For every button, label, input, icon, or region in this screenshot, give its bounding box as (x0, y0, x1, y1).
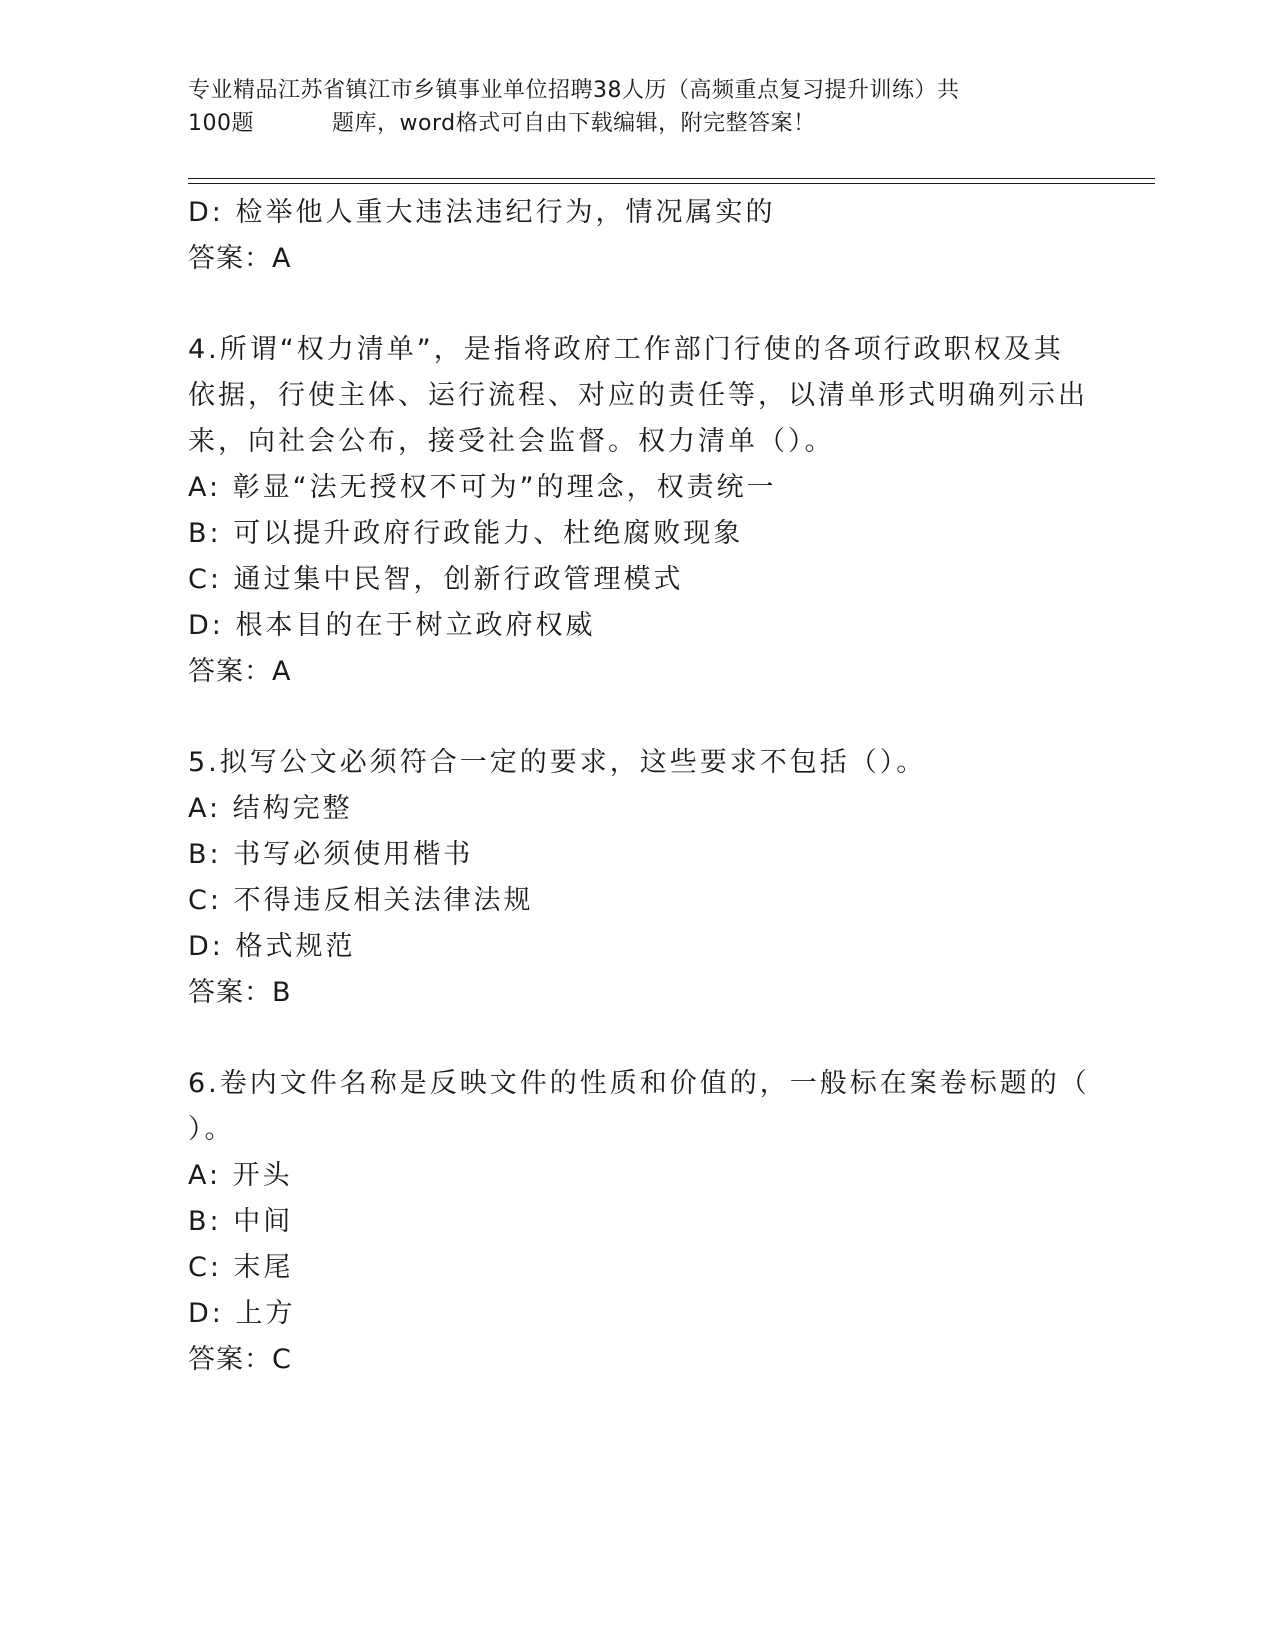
option-c: C: 通过集中民智，创新行政管理模式 (188, 564, 684, 595)
header-question-count: 100题 (188, 111, 254, 136)
option-b: B: 书写必须使用楷书 (188, 839, 474, 870)
option-d: D: 格式规范 (188, 931, 356, 962)
answer: 答案：A (188, 656, 292, 687)
answer: 答案：C (188, 1344, 292, 1375)
option-a: A: 彰显“法无授权不可为”的理念，权责统一 (188, 472, 777, 503)
answer: 答案：B (188, 977, 292, 1008)
question-6 (188, 1061, 1088, 1383)
option-a: A: 结构完整 (188, 793, 353, 824)
option-c: C: 末尾 (188, 1252, 294, 1283)
question-5 (188, 740, 1088, 1016)
option-b: B: 中间 (188, 1206, 294, 1237)
option-a: A: 开头 (188, 1160, 293, 1191)
question-stem: 来，向社会公布，接受社会监督。权力清单（）。 (188, 426, 835, 457)
option-d: D: 检举他人重大违法违纪行为，情况属实的 (188, 197, 776, 228)
question-stem: 4.所谓“权力清单”，是指将政府工作部门行使的各项行政职权及其 (188, 334, 1064, 365)
question-3 (188, 190, 1088, 282)
question-stem: 依据，行使主体、运行流程、对应的责任等，以清单形式明确列示出 (188, 380, 1088, 411)
question-stem: 5.拟写公文必须符合一定的要求，这些要求不包括（）。 (188, 747, 927, 778)
header-title-line-1: 专业精品江苏省镇江市乡镇事业单位招聘38人历（高频重点复习提升训练）共 (188, 78, 960, 103)
header-divider-top (188, 178, 1155, 179)
header-subtitle: 题库，word格式可自由下载编辑，附完整答案！ (332, 111, 816, 136)
document-header (188, 74, 1068, 140)
question-stem: ）。 (188, 1114, 235, 1145)
option-c: C: 不得违反相关法律法规 (188, 885, 534, 916)
question-list (188, 190, 1088, 1383)
question-stem: 6.卷内文件名称是反映文件的性质和价值的，一般标在案卷标题的（ (188, 1068, 1090, 1099)
answer: 答案：A (188, 243, 292, 274)
option-d: D: 根本目的在于树立政府权威 (188, 610, 596, 641)
option-b: B: 可以提升政府行政能力、杜绝腐败现象 (188, 518, 744, 549)
header-title-line-2 (188, 107, 1068, 140)
question-4 (188, 327, 1088, 695)
option-d: D: 上方 (188, 1298, 296, 1329)
header-divider-bottom (188, 183, 1155, 184)
